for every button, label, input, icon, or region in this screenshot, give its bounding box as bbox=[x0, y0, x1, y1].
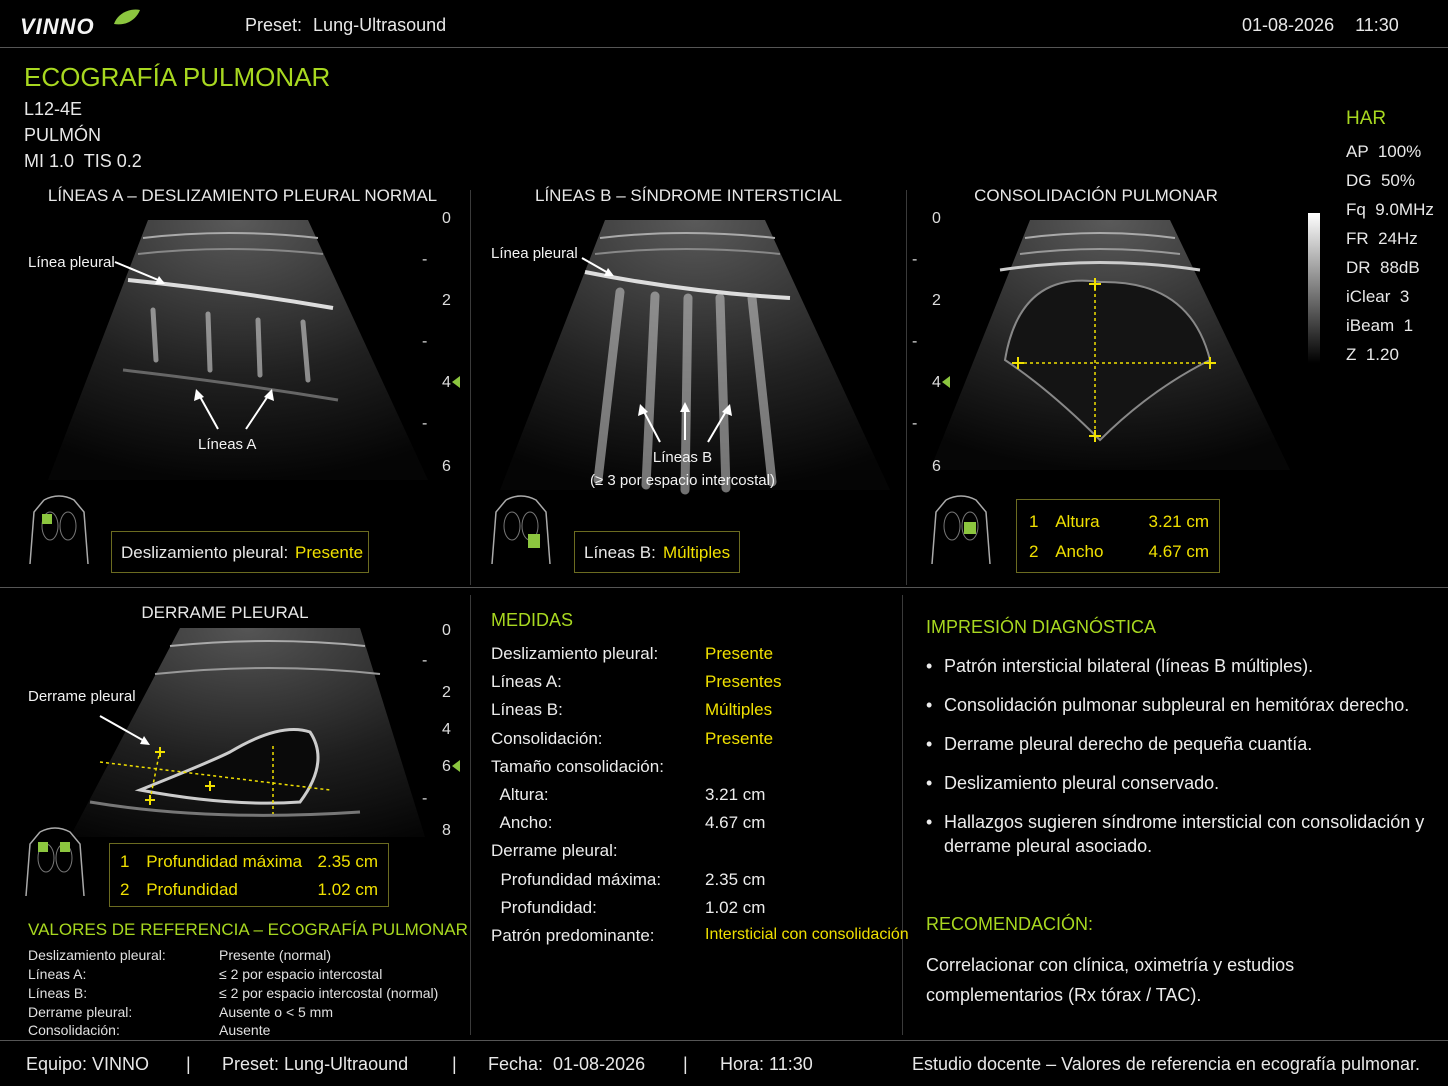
a-status-box bbox=[111, 531, 369, 573]
measures-row bbox=[491, 870, 896, 890]
measures-value: Presente bbox=[705, 728, 774, 748]
measures-row bbox=[491, 841, 896, 861]
diagnosis-list bbox=[926, 654, 1426, 873]
depth-tick: 6 bbox=[932, 458, 941, 475]
measures-label: Líneas A: bbox=[491, 672, 562, 692]
measures-value: Presentes bbox=[705, 672, 782, 692]
depth-tick: 4 bbox=[932, 374, 941, 391]
footer-separator: | bbox=[186, 1054, 191, 1074]
panel-d-title: DERRAME PLEURAL bbox=[141, 603, 309, 622]
param-item: DR 88dB bbox=[1346, 258, 1420, 277]
status-label: Líneas B: bbox=[584, 543, 656, 562]
measures-label: Profundidad máxima: bbox=[491, 869, 662, 889]
b-status-box bbox=[574, 531, 740, 573]
status-value: Múltiples bbox=[663, 543, 731, 562]
footer-equipment: Equipo: VINNO bbox=[26, 1054, 150, 1074]
depth-tick: 6 bbox=[442, 758, 451, 775]
param-item: Z 1.20 bbox=[1346, 345, 1399, 364]
focus-marker bbox=[452, 376, 460, 388]
arrow-icon bbox=[580, 254, 620, 284]
measures-label: Líneas B: bbox=[491, 700, 563, 720]
footer-note: Estudio docente – Valores de referencia en ecografía pulmonar. bbox=[912, 1054, 1420, 1074]
arrow-icon bbox=[113, 258, 173, 288]
measures-label: Derrame pleural: bbox=[491, 841, 618, 861]
header-date: 01-08-2026 bbox=[1242, 15, 1335, 35]
depth-tick: 0 bbox=[442, 622, 451, 639]
footer-date: Fecha: 01-08-2026 bbox=[488, 1054, 646, 1074]
reference-row: Líneas A: ≤ 2 por espacio intercostal bbox=[28, 966, 383, 982]
diagnosis-item: • Derrame pleural derecho de pequeña cuantía. bbox=[926, 732, 1426, 756]
b-pleural-label: Línea pleural bbox=[491, 245, 578, 262]
depth-tick: - bbox=[422, 251, 428, 268]
organ-name: PULMÓN bbox=[24, 125, 102, 145]
footer-preset: Preset: Lung-Ultraound bbox=[222, 1054, 409, 1074]
arrow-icon bbox=[190, 385, 300, 435]
measures-value: 3.21 cm bbox=[705, 785, 766, 804]
param-item: iBeam 1 bbox=[1346, 316, 1414, 335]
measures-value: Intersticial con consolidación bbox=[705, 926, 909, 943]
measure-row: 2 Ancho 4.67 cm bbox=[1029, 542, 1209, 561]
measures-value: 2.35 cm bbox=[705, 869, 766, 889]
body-marker-icon bbox=[24, 492, 94, 567]
status-label: Deslizamiento pleural: bbox=[121, 543, 289, 562]
measures-label: Deslizamiento pleural: bbox=[491, 644, 659, 663]
depth-tick: 0 bbox=[932, 210, 941, 227]
a-pleural-label: Línea pleural bbox=[28, 254, 115, 271]
divider bbox=[0, 587, 1448, 588]
measures-row bbox=[491, 898, 896, 918]
measures-label: Profundidad: bbox=[491, 897, 597, 917]
measures-value: 1.02 cm bbox=[705, 897, 766, 917]
depth-tick: 4 bbox=[442, 374, 451, 391]
depth-tick: - bbox=[422, 652, 428, 669]
depth-tick: - bbox=[912, 415, 918, 432]
measures-title: MEDIDAS bbox=[491, 610, 574, 630]
measures-value: Múltiples bbox=[705, 700, 773, 720]
a-lines-label: Líneas A bbox=[198, 436, 257, 453]
probe-name: L12-4E bbox=[24, 99, 83, 119]
measures-row bbox=[491, 785, 896, 805]
depth-tick: 2 bbox=[932, 292, 941, 309]
panel-c-title: CONSOLIDACIÓN PULMONAR bbox=[974, 186, 1218, 205]
measures-label: Tamaño consolidación: bbox=[491, 756, 664, 776]
measures-row bbox=[491, 813, 896, 833]
measures-row bbox=[491, 644, 896, 664]
depth-tick: 0 bbox=[442, 210, 451, 227]
depth-tick: - bbox=[422, 333, 428, 350]
panel-b-title: LÍNEAS B – SÍNDROME INTERSTICIAL bbox=[534, 186, 842, 205]
param-item: FR 24Hz bbox=[1346, 229, 1418, 248]
params-list bbox=[1346, 142, 1434, 374]
param-item: iClear 3 bbox=[1346, 287, 1410, 306]
footer-separator: | bbox=[683, 1054, 688, 1074]
reference-row: Consolidación: Ausente bbox=[28, 1022, 271, 1038]
footer-time: Hora: 11:30 bbox=[720, 1054, 813, 1074]
focus-marker bbox=[942, 376, 950, 388]
footer-divider bbox=[0, 1040, 1448, 1041]
depth-tick: - bbox=[912, 251, 918, 268]
measures-label: Ancho: bbox=[491, 813, 553, 833]
reference-row: Líneas B: ≤ 2 por espacio intercostal (normal) bbox=[28, 985, 439, 1001]
consolidation-ultrasound-image[interactable] bbox=[910, 210, 1290, 490]
body-marker-icon bbox=[926, 492, 996, 567]
measure-row: 1 Profundidad máxima 2.35 cm bbox=[120, 852, 378, 871]
recommendation-title: RECOMENDACIÓN: bbox=[926, 914, 1094, 934]
preset-value[interactable]: Lung-Ultrasound bbox=[313, 15, 447, 35]
gray-scale-bar bbox=[1308, 213, 1320, 363]
param-item: Fq 9.0MHz bbox=[1346, 200, 1434, 219]
divider bbox=[902, 595, 903, 1035]
params-title: HAR bbox=[1346, 108, 1387, 129]
depth-tick: - bbox=[422, 415, 428, 432]
measures-row bbox=[491, 757, 896, 777]
consolidation-measure-box bbox=[1016, 499, 1220, 573]
header-divider bbox=[0, 47, 1448, 48]
measures-row bbox=[491, 926, 909, 946]
measure-row: 2 Profundidad 1.02 cm bbox=[120, 880, 378, 899]
reference-row: Derrame pleural: Ausente o < 5 mm bbox=[28, 1004, 334, 1020]
status-value: Presente bbox=[295, 543, 364, 562]
diagnosis-item: • Patrón intersticial bilateral (líneas B múltiples). bbox=[926, 654, 1426, 678]
param-item: DG 50% bbox=[1346, 171, 1415, 190]
leaf-icon bbox=[112, 8, 142, 28]
effusion-measure-box bbox=[109, 843, 389, 907]
divider bbox=[470, 190, 471, 585]
effusion-label: Derrame pleural bbox=[28, 688, 136, 705]
measures-value: Presente bbox=[705, 644, 774, 663]
depth-tick: 4 bbox=[442, 721, 451, 738]
measure-row: 1 Altura 3.21 cm bbox=[1029, 512, 1209, 531]
effusion-ultrasound-image[interactable] bbox=[30, 622, 430, 847]
diagnosis-item: • Deslizamiento pleural conservado. bbox=[926, 771, 1426, 795]
arrow-icon bbox=[98, 712, 158, 752]
header-time: 11:30 bbox=[1355, 15, 1399, 35]
depth-tick: - bbox=[912, 333, 918, 350]
param-item: AP 100% bbox=[1346, 142, 1422, 161]
diagnosis-title: IMPRESIÓN DIAGNÓSTICA bbox=[926, 617, 1157, 637]
footer-separator: | bbox=[452, 1054, 457, 1074]
study-title: ECOGRAFÍA PULMONAR bbox=[24, 62, 331, 92]
measures-row bbox=[491, 729, 896, 749]
depth-tick: - bbox=[422, 790, 428, 807]
body-marker-icon bbox=[486, 492, 556, 567]
measures-label: Altura: bbox=[491, 785, 549, 804]
measures-label: Patrón predominante: bbox=[491, 926, 655, 945]
depth-tick: 2 bbox=[442, 292, 451, 309]
panel-a-title: LÍNEAS A – DESLIZAMIENTO PLEURAL NORMAL bbox=[47, 186, 438, 205]
arrow-icon bbox=[632, 400, 742, 450]
measures-row bbox=[491, 672, 896, 692]
vinno-logo: VINNO bbox=[20, 14, 95, 40]
safety-indices: MI 1.0 TIS 0.2 bbox=[24, 151, 142, 171]
preset-label: Preset: bbox=[245, 15, 303, 35]
focus-marker bbox=[452, 760, 460, 772]
depth-tick: 6 bbox=[442, 458, 451, 475]
depth-tick: 8 bbox=[442, 822, 451, 839]
depth-tick: 2 bbox=[442, 684, 451, 701]
reference-title: VALORES DE REFERENCIA – ECOGRAFÍA PULMONAR bbox=[28, 920, 468, 939]
header-bar bbox=[0, 0, 1448, 48]
body-marker-icon bbox=[20, 824, 90, 899]
b-lines-sub-label: (≥ 3 por espacio intercostal) bbox=[590, 472, 775, 489]
divider bbox=[470, 595, 471, 1035]
b-lines-label: Líneas B bbox=[652, 449, 713, 466]
divider bbox=[906, 190, 907, 585]
measures-label: Consolidación: bbox=[491, 728, 603, 748]
measures-row bbox=[491, 700, 896, 720]
recommendation-text: Correlacionar con clínica, oximetría y estudios complementarios (Rx tórax / TAC). bbox=[926, 955, 1295, 1005]
diagnosis-item: • Consolidación pulmonar subpleural en hemitórax derecho. bbox=[926, 693, 1426, 717]
diagnosis-item: • Hallazgos sugieren síndrome intersticial con consolidación y derrame pleural asociado. bbox=[926, 810, 1426, 858]
measures-value: 4.67 cm bbox=[705, 813, 766, 833]
reference-row: Deslizamiento pleural: Presente (normal) bbox=[28, 947, 332, 963]
